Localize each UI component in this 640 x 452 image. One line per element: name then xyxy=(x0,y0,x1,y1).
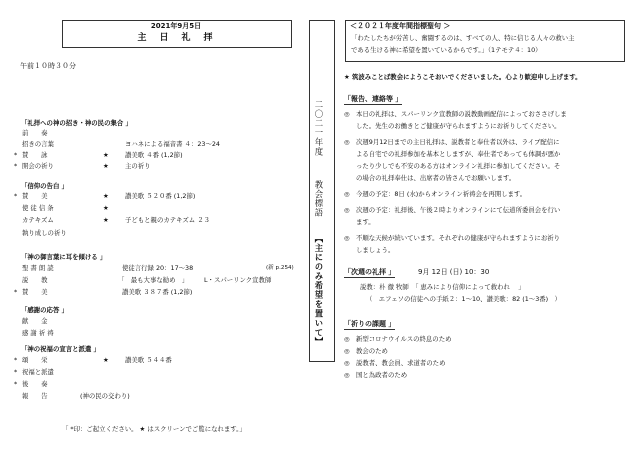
notice-line: ったり少しでも不安のある方はオンライン礼拝に参加してください。そ xyxy=(356,162,561,170)
annual-verse-line: 「わたしたちが労苦し、奮闘するのは、すべての人、特に信じる人々の救い主 xyxy=(351,34,575,42)
row-label: 報 告 xyxy=(22,392,48,400)
row-text: 讃美歌 ４番 (1,2節) xyxy=(125,151,183,159)
row-text: 「 最も大事な勧め 」 xyxy=(118,276,189,284)
row-label: 賛 美 xyxy=(22,192,48,200)
row-label: 執り成しの祈り xyxy=(22,229,67,237)
row-label: 説 教 xyxy=(22,276,48,284)
row-text: 讃美歌 ５４４番 xyxy=(125,356,172,364)
section-heading-response: 「感謝の応答 」 xyxy=(21,306,68,314)
row-text: 子どもと親のカテキズム ２３ xyxy=(125,216,210,224)
next-service-heading: 「次週の礼拝 」 xyxy=(344,268,396,276)
notice-line: の場合の礼拝奉仕は、出席者の皆さんでお願いします。 xyxy=(356,174,516,182)
row-mark: * xyxy=(14,151,18,159)
annual-verse-line: である生ける神に希望を置いているからです。」（1テモテ４：10） xyxy=(351,46,542,54)
row-label: 祝福と派遣 xyxy=(22,368,54,376)
row-label: カテキズム xyxy=(22,216,54,224)
notice-line: しましょう。 xyxy=(356,246,395,254)
row-text: 讃美歌 ３８７番 (1,2節) xyxy=(122,288,193,296)
row-text: ヨハネによる福音書 ４：23〜24 xyxy=(125,140,220,148)
row-label: 賛 詠 xyxy=(22,151,48,159)
row-extra: L・スパーリンク宣教師 xyxy=(204,276,272,284)
row-mark: * xyxy=(14,368,18,376)
notice-line: ます。 xyxy=(356,218,375,226)
notice-line: 次週の予定：礼拝後、午後２時よりオンラインにて伝道所委員会を行い xyxy=(356,206,561,214)
row-label: 賛 美 xyxy=(22,288,48,296)
bullet-icon: ◎ xyxy=(344,371,350,379)
prayer-heading: 「祈りの課題 」 xyxy=(344,320,396,328)
notice-line: 今週の予定：8日 (水)からオンライン祈祷会を再開します。 xyxy=(356,190,527,198)
bullet-icon: ◎ xyxy=(344,190,350,198)
prayer-item: 新型コロナウイルスの終息のため xyxy=(356,335,452,343)
notice-line: 次週9月12日までの主日礼拝は、説教者と奉仕者以外は、ライブ配信に xyxy=(356,138,560,146)
bullet-icon: ◎ xyxy=(344,359,350,367)
row-star: ★ xyxy=(103,356,109,364)
row-label: 開会の祈り xyxy=(22,162,54,170)
row-mark: * xyxy=(14,356,18,364)
bullet-icon: ◎ xyxy=(344,206,350,214)
bullet-icon: ◎ xyxy=(344,234,350,242)
notices-heading: 「報告、連絡等 」 xyxy=(344,95,403,103)
prayer-item: 説教者、教会員、求道者のため xyxy=(356,359,446,367)
row-label: 聖 書 朗 読 xyxy=(22,264,54,272)
row-label: 頌 栄 xyxy=(22,356,48,364)
next-service-datetime: 9月 12日 (日) 10：30 xyxy=(418,268,490,276)
row-star: ★ xyxy=(103,204,109,212)
row-label: 招きの言葉 xyxy=(22,140,54,148)
row-star: ★ xyxy=(103,162,109,170)
row-star: ★ xyxy=(103,216,109,224)
bullet-icon: ◎ xyxy=(344,138,350,146)
row-extra: (新 p.254) xyxy=(266,265,294,271)
row-mark: * xyxy=(14,380,18,388)
row-text: 主の祈り xyxy=(125,162,151,170)
section-heading-confession: 「信仰の告白 」 xyxy=(21,182,68,190)
service-title: 主 日 礼 拝 xyxy=(137,33,215,43)
service-time: 午前１０時３０分 xyxy=(20,62,76,70)
bullet-icon: ◎ xyxy=(344,335,350,343)
row-mark: * xyxy=(14,162,18,170)
row-mark: * xyxy=(14,288,18,296)
annual-verse-heading: ＜２０２１年度年間指標聖句 ＞ xyxy=(350,22,451,30)
notice-line: 本日の礼拝は、スパーリンク宣教師の説教動画配信によっておささげしま xyxy=(356,110,567,118)
prayer-item: 教会のため xyxy=(356,347,388,355)
bullet-icon: ◎ xyxy=(344,110,350,118)
notice-line: よる自宅での礼拝参加を基本としますが、奉仕者であっても体調が悪か xyxy=(356,150,561,158)
prayer-item: 国と為政者のため xyxy=(356,371,408,379)
row-text: 使徒言行録 20：17〜38 xyxy=(122,264,194,272)
church-motto: 【主にのみ希望を置いて】 xyxy=(314,234,324,347)
row-text: (神の民の交わり) xyxy=(80,392,130,400)
section-heading-word: 「神の御言葉に耳を傾ける 」 xyxy=(21,253,107,261)
row-star: ★ xyxy=(103,192,109,200)
row-text: 讃美歌 ５２０番 (1,2節) xyxy=(125,192,196,200)
motto-year: 二〇二一年度 xyxy=(314,100,324,157)
next-service-sermon: 説教：朴 徹 牧師 「 恵みにより信仰によって救われ 」 xyxy=(360,283,525,291)
footnote: 「 *印：ご起立ください。 ★ はスクリーンでご覧になれます。」 xyxy=(62,425,246,433)
next-service-scripture: （ エフェソの信徒への手紙２：1〜10、讃美歌：82 (1〜3番) ） xyxy=(366,295,561,303)
row-label: 使 徒 信 条 xyxy=(22,204,54,212)
bullet-icon: ◎ xyxy=(344,347,350,355)
row-label: 献 金 xyxy=(22,317,48,325)
row-label: 感 謝 祈 祷 xyxy=(22,329,54,337)
service-date: 2021年9月5日 xyxy=(150,22,202,30)
row-mark: * xyxy=(14,192,18,200)
notice-line: 不順な天候が続いています。それぞれの健康が守られますようにお祈り xyxy=(356,234,560,242)
welcome-message: ★ 筑波みことば教会にようこそおいでくださいました。心より歓迎申し上げます。 xyxy=(344,73,582,81)
motto-label: 教会標語 xyxy=(314,180,324,218)
section-heading-blessing: 「神の祝福の宣言と派遣 」 xyxy=(21,345,100,353)
notice-line: した。先生のお働きとご健康が守られますようにお祈りしてください。 xyxy=(356,122,561,130)
row-label: 前 奏 xyxy=(22,129,48,137)
section-heading-gathering: 「礼拝への神の招き・神の民の集合 」 xyxy=(21,119,132,127)
row-star: ★ xyxy=(103,151,109,159)
row-label: 後 奏 xyxy=(22,380,48,388)
